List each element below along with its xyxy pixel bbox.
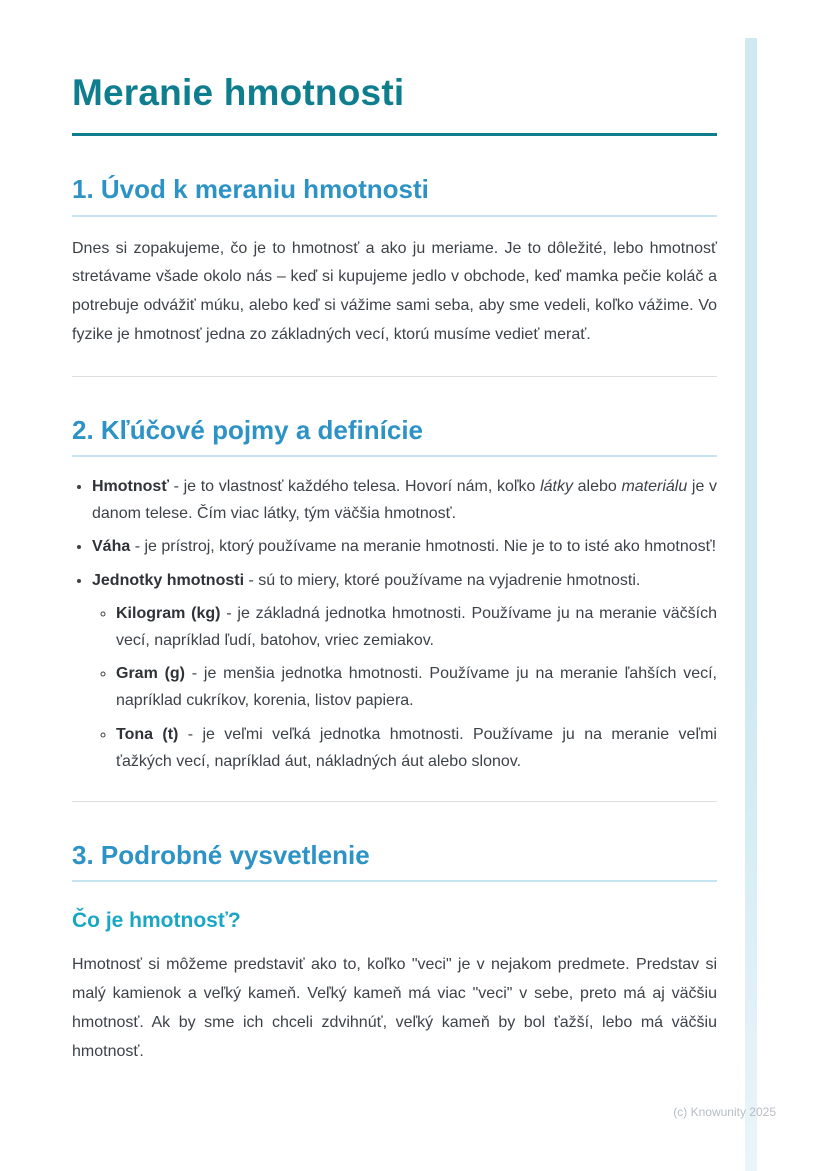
section-1-underline: [72, 215, 717, 217]
section-divider-1: [72, 376, 717, 377]
section-1-heading: 1. Úvod k meraniu hmotnosti: [72, 174, 429, 205]
list-item-hmotnost: [92, 473, 717, 527]
term-text: - je menšia jednotka hmotnosti. Používame ju na meranie ľahších vecí, napríklad cukríkov, korenia, listov papiera.: [116, 665, 718, 710]
list-item-vaha: [92, 533, 717, 560]
term-label: Tona (t): [116, 725, 179, 743]
right-accent-bar: [745, 38, 757, 1171]
document-content: [72, 72, 717, 1066]
term-label: Váha: [92, 538, 131, 556]
title-rule: [72, 133, 717, 136]
term-text: - je to vlastnosť každého telesa. Hovorí nám, koľko: [169, 478, 541, 495]
section-intro: [72, 174, 717, 349]
term-label: Hmotnosť: [92, 478, 169, 495]
section-key-terms: [72, 415, 717, 775]
term-label: Jednotky hmotnosti: [92, 571, 245, 589]
term-list: [72, 473, 717, 775]
list-item-kilogram: [116, 600, 717, 654]
footer-credit: (c) Knowunity 2025: [673, 1105, 776, 1119]
list-item-jednotky: [92, 567, 717, 775]
section-3-underline: [72, 880, 717, 882]
section-explanation: [72, 840, 717, 1067]
intro-paragraph: Dnes si zopakujeme, čo je to hmotnosť a ako ju meriame. Je to dôležité, lebo hmotnosť stretávame všade okolo nás – keď si kupujeme jedlo v obchode, keď mamka pečie koláč a potrebuje odvážiť múku, alebo keď si vážime sami seba, aby sme vedeli, koľko vážime. Vo fyzike je hmotnosť jedna zo základných vecí, ktorú musíme vedieť merať.: [72, 239, 717, 344]
list-item-tona: [116, 721, 717, 775]
explanation-paragraph: Hmotnosť si môžeme predstaviť ako to, koľko "veci" je v nejakom predmete. Predstav si malý kamienok a veľký kameň. Veľký kameň má viac "veci" v sebe, preto má aj väčšiu hmotnosť. Ak by sme ich chceli zdvihnúť, veľký kameň by bol ťažší, lebo má väčšiu hmotnosť.: [72, 956, 717, 1060]
subsection-heading: Čo je hmotnosť?: [72, 909, 241, 933]
term-label: Kilogram (kg): [116, 604, 221, 622]
section-3-heading: 3. Podrobné vysvetlenie: [72, 839, 370, 870]
italic-term: materiálu: [621, 478, 688, 495]
term-text: alebo: [573, 478, 622, 495]
term-label: Gram (g): [116, 665, 186, 683]
italic-term: látky: [540, 478, 573, 495]
list-item-gram: [116, 660, 717, 714]
page-title: Meranie hmotnosti: [72, 72, 405, 113]
unit-sub-list: [92, 600, 717, 775]
section-2-heading: 2. Kľúčové pojmy a definície: [72, 414, 424, 445]
term-text: - sú to miery, ktoré používame na vyjadrenie hmotnosti.: [244, 571, 641, 589]
section-divider-2: [72, 801, 717, 802]
term-text: - je veľmi veľká jednotka hmotnosti. Používame ju na meranie veľmi ťažkých vecí, napríklad áut, nákladných áut alebo slonov.: [116, 725, 717, 770]
term-text: - je prístroj, ktorý používame na meranie hmotnosti. Nie je to to isté ako hmotnosť!: [130, 538, 717, 556]
term-text: je v danom telese. Čím viac látky, tým väčšia hmotnosť.: [92, 478, 718, 523]
term-text: - je základná jednotka hmotnosti. Používame ju na meranie väčších vecí, napríklad ľudí, batohov, vriec zemiakov.: [116, 604, 717, 649]
section-2-underline: [72, 455, 717, 457]
